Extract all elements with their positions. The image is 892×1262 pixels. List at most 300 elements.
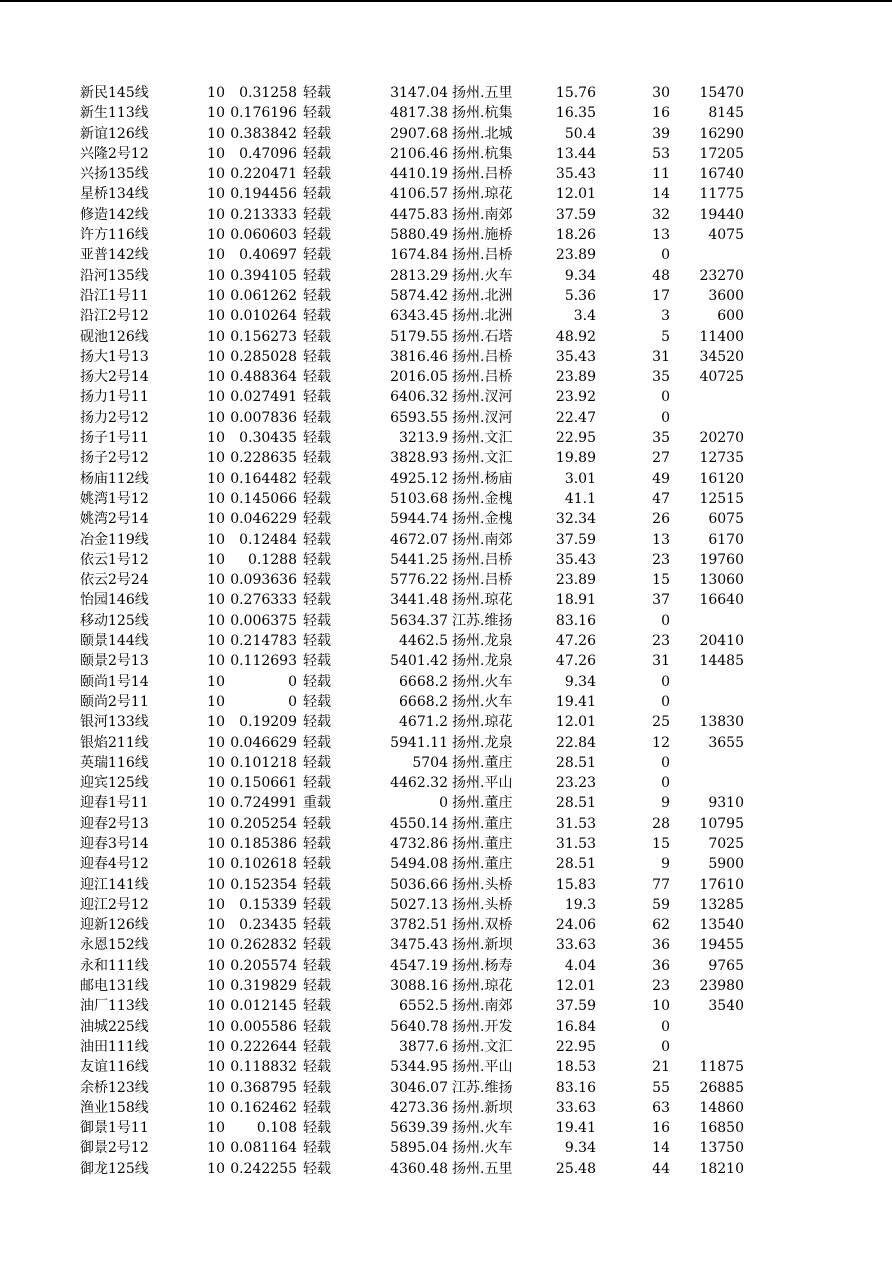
substation-cell: 扬州.南郊: [452, 206, 513, 223]
voltage-cell: 10: [207, 896, 225, 913]
load-status-cell: 轻载: [303, 714, 331, 731]
capacity-cell: 10795: [699, 815, 744, 832]
substation-cell: 扬州.五里: [452, 1160, 513, 1177]
load-value-cell: 4925.12: [390, 470, 448, 487]
table-row: [0, 1057, 892, 1077]
count-cell: 16: [652, 1120, 670, 1137]
load-status-cell: 轻载: [303, 531, 331, 548]
substation-cell: 扬州.金槐: [452, 511, 513, 528]
table-row: [0, 611, 892, 631]
load-value-cell: 3046.07: [390, 1079, 448, 1096]
substation-cell: 扬州.南郊: [452, 531, 513, 548]
distance-cell: 19.41: [555, 1120, 596, 1137]
count-cell: 11: [652, 166, 670, 183]
distance-cell: 32.34: [555, 511, 596, 528]
substation-cell: 扬州.吕桥: [452, 348, 513, 365]
load-rate-cell: 0.007836: [230, 409, 297, 426]
table-row: [0, 387, 892, 407]
substation-cell: 扬州.北洲: [452, 287, 513, 304]
table-row: [0, 448, 892, 468]
load-rate-cell: 0.108: [256, 1120, 297, 1137]
load-value-cell: 4273.36: [390, 1099, 448, 1116]
table-row: [0, 875, 892, 895]
load-value-cell: 3213.9: [399, 430, 448, 447]
line-name-cell: 亚普142线: [80, 247, 149, 264]
voltage-cell: 10: [207, 876, 225, 893]
substation-cell: 扬州.火车: [452, 267, 513, 284]
distance-cell: 23.89: [555, 572, 596, 589]
voltage-cell: 10: [207, 937, 225, 954]
count-cell: 28: [652, 815, 670, 832]
distance-cell: 16.84: [555, 1018, 596, 1035]
count-cell: 36: [652, 937, 670, 954]
line-name-cell: 银河133线: [80, 714, 149, 731]
substation-cell: 扬州.文汇: [452, 1038, 513, 1055]
voltage-cell: 10: [207, 917, 225, 934]
table-row: [0, 286, 892, 306]
line-name-cell: 御景2号12: [80, 1140, 149, 1157]
voltage-cell: 10: [207, 978, 225, 995]
load-rate-cell: 0.060603: [230, 227, 297, 244]
voltage-cell: 10: [207, 287, 225, 304]
substation-cell: 扬州.董庄: [452, 856, 513, 873]
distance-cell: 35.43: [555, 348, 596, 365]
capacity-cell: 16740: [699, 166, 744, 183]
distance-cell: 12.01: [555, 186, 596, 203]
voltage-cell: 10: [207, 775, 225, 792]
line-name-cell: 扬子2号12: [80, 450, 149, 467]
capacity-cell: 12515: [699, 490, 744, 507]
count-cell: 0: [661, 612, 670, 629]
load-value-cell: 5441.25: [390, 551, 448, 568]
load-status-cell: 轻载: [303, 166, 331, 183]
count-cell: 16: [652, 105, 670, 122]
load-value-cell: 4360.48: [390, 1160, 448, 1177]
load-status-cell: 轻载: [303, 125, 331, 142]
load-rate-cell: 0.319829: [230, 978, 297, 995]
load-rate-cell: 0.488364: [230, 369, 297, 386]
table-row: [0, 367, 892, 387]
load-value-cell: 2016.05: [390, 369, 448, 386]
voltage-cell: 10: [207, 125, 225, 142]
voltage-cell: 10: [207, 815, 225, 832]
capacity-cell: 16640: [699, 592, 744, 609]
load-value-cell: 5494.08: [390, 856, 448, 873]
load-rate-cell: 0.242255: [230, 1160, 297, 1177]
load-rate-cell: 0.383842: [230, 125, 297, 142]
voltage-cell: 10: [207, 450, 225, 467]
load-status-cell: 轻载: [303, 856, 331, 873]
load-status-cell: 轻载: [303, 978, 331, 995]
capacity-cell: 16120: [699, 470, 744, 487]
distance-cell: 28.51: [555, 795, 596, 812]
load-status-cell: 轻载: [303, 572, 331, 589]
load-status-cell: 轻载: [303, 389, 331, 406]
distance-cell: 4.04: [564, 957, 596, 974]
load-status-cell: 轻载: [303, 896, 331, 913]
load-status-cell: 轻载: [303, 673, 331, 690]
substation-cell: 扬州.火车: [452, 693, 513, 710]
load-rate-cell: 0.15339: [239, 896, 297, 913]
line-name-cell: 邮电131线: [80, 978, 149, 995]
load-value-cell: 5036.66: [390, 876, 448, 893]
line-name-cell: 许方116线: [80, 227, 149, 244]
table-row: [0, 651, 892, 671]
load-status-cell: 轻载: [303, 1099, 331, 1116]
load-rate-cell: 0.368795: [230, 1079, 297, 1096]
table-row: [0, 266, 892, 286]
load-status-cell: 轻载: [303, 876, 331, 893]
substation-cell: 扬州.新坝: [452, 1099, 513, 1116]
load-status-cell: 轻载: [303, 1018, 331, 1035]
line-name-cell: 迎春1号11: [80, 795, 149, 812]
count-cell: 48: [652, 267, 670, 284]
table-row: [0, 834, 892, 854]
count-cell: 0: [661, 673, 670, 690]
load-value-cell: 5704: [412, 754, 448, 771]
table-row: [0, 469, 892, 489]
table-row: [0, 956, 892, 976]
voltage-cell: 10: [207, 754, 225, 771]
distance-cell: 31.53: [555, 835, 596, 852]
voltage-cell: 10: [207, 856, 225, 873]
count-cell: 12: [652, 734, 670, 751]
load-status-cell: 轻载: [303, 592, 331, 609]
distance-cell: 35.43: [555, 166, 596, 183]
line-name-cell: 渔业158线: [80, 1099, 149, 1116]
load-status-cell: 轻载: [303, 287, 331, 304]
count-cell: 0: [661, 775, 670, 792]
capacity-cell: 13285: [699, 896, 744, 913]
load-status-cell: 轻载: [303, 247, 331, 264]
voltage-cell: 10: [207, 227, 225, 244]
substation-cell: 扬州.龙泉: [452, 653, 513, 670]
distance-cell: 19.89: [555, 450, 596, 467]
voltage-cell: 10: [207, 673, 225, 690]
load-value-cell: 5634.37: [390, 612, 448, 629]
line-name-cell: 友谊116线: [80, 1059, 149, 1076]
voltage-cell: 10: [207, 247, 225, 264]
voltage-cell: 10: [207, 267, 225, 284]
table-row: [0, 83, 892, 103]
substation-cell: 扬州.北城: [452, 125, 513, 142]
substation-cell: 扬州.吕桥: [452, 572, 513, 589]
line-name-cell: 迎新126线: [80, 917, 149, 934]
count-cell: 35: [652, 369, 670, 386]
table-row: [0, 530, 892, 550]
load-value-cell: 3782.51: [390, 917, 448, 934]
load-status-cell: 轻载: [303, 206, 331, 223]
count-cell: 21: [652, 1059, 670, 1076]
table-row: [0, 550, 892, 570]
load-value-cell: 5639.39: [390, 1120, 448, 1137]
count-cell: 23: [652, 978, 670, 995]
load-value-cell: 3088.16: [390, 978, 448, 995]
count-cell: 0: [661, 1018, 670, 1035]
line-name-cell: 依云2号24: [80, 572, 149, 589]
line-name-cell: 怡园146线: [80, 592, 149, 609]
load-status-cell: 轻载: [303, 1140, 331, 1157]
load-status-cell: 轻载: [303, 998, 331, 1015]
count-cell: 55: [652, 1079, 670, 1096]
substation-cell: 扬州.施桥: [452, 227, 513, 244]
load-rate-cell: 0: [288, 693, 297, 710]
line-name-cell: 新民145线: [80, 85, 149, 101]
line-name-cell: 永和111线: [80, 957, 149, 974]
line-name-cell: 油田111线: [80, 1038, 149, 1055]
count-cell: 3: [661, 308, 670, 325]
distance-cell: 35.43: [555, 551, 596, 568]
distance-cell: 13.44: [555, 145, 596, 162]
voltage-cell: 10: [207, 835, 225, 852]
voltage-cell: 10: [207, 633, 225, 650]
distance-cell: 15.76: [555, 85, 596, 101]
load-rate-cell: 0: [288, 673, 297, 690]
distance-cell: 19.3: [564, 896, 596, 913]
table-row: [0, 915, 892, 935]
load-rate-cell: 0.027491: [230, 389, 297, 406]
load-rate-cell: 0.30435: [239, 430, 297, 447]
load-value-cell: 4462.32: [390, 775, 448, 792]
load-rate-cell: 0.285028: [230, 348, 297, 365]
capacity-cell: 9310: [708, 795, 744, 812]
substation-cell: 扬州.汊河: [452, 389, 513, 406]
line-name-cell: 沿江2号12: [80, 308, 149, 325]
line-name-cell: 姚湾2号14: [80, 511, 149, 528]
table-row: [0, 773, 892, 793]
count-cell: 35: [652, 430, 670, 447]
spreadsheet-table: [0, 83, 892, 1179]
load-rate-cell: 0.194456: [230, 186, 297, 203]
load-value-cell: 4106.57: [390, 186, 448, 203]
capacity-cell: 3600: [708, 287, 744, 304]
distance-cell: 83.16: [555, 612, 596, 629]
line-name-cell: 迎春2号13: [80, 815, 149, 832]
substation-cell: 江苏.维扬: [452, 612, 513, 629]
load-value-cell: 4550.14: [390, 815, 448, 832]
capacity-cell: 6170: [708, 531, 744, 548]
substation-cell: 扬州.金槐: [452, 490, 513, 507]
count-cell: 37: [652, 592, 670, 609]
load-rate-cell: 0.185386: [230, 835, 297, 852]
capacity-cell: 7025: [708, 835, 744, 852]
load-value-cell: 6593.55: [390, 409, 448, 426]
line-name-cell: 银焰211线: [80, 734, 149, 751]
load-value-cell: 5344.95: [390, 1059, 448, 1076]
substation-cell: 扬州.火车: [452, 673, 513, 690]
load-rate-cell: 0.205254: [230, 815, 297, 832]
capacity-cell: 13060: [699, 572, 744, 589]
substation-cell: 扬州.平山: [452, 1059, 513, 1076]
table-row: [0, 854, 892, 874]
load-rate-cell: 0.118832: [230, 1059, 297, 1076]
table-row: [0, 631, 892, 651]
voltage-cell: 10: [207, 957, 225, 974]
load-status-cell: 重载: [303, 795, 331, 812]
substation-cell: 扬州.平山: [452, 775, 513, 792]
line-name-cell: 依云1号12: [80, 551, 149, 568]
load-status-cell: 轻载: [303, 85, 331, 101]
distance-cell: 22.95: [555, 1038, 596, 1055]
distance-cell: 23.89: [555, 369, 596, 386]
load-rate-cell: 0.1288: [248, 551, 297, 568]
voltage-cell: 10: [207, 592, 225, 609]
load-rate-cell: 0.164482: [230, 470, 297, 487]
distance-cell: 18.91: [555, 592, 596, 609]
substation-cell: 扬州.吕桥: [452, 369, 513, 386]
line-name-cell: 英瑞116线: [80, 754, 149, 771]
load-value-cell: 4547.19: [390, 957, 448, 974]
load-rate-cell: 0.102618: [230, 856, 297, 873]
load-status-cell: 轻载: [303, 308, 331, 325]
load-value-cell: 5895.04: [390, 1140, 448, 1157]
capacity-cell: 5900: [708, 856, 744, 873]
capacity-cell: 14860: [699, 1099, 744, 1116]
top-border-line: [0, 0, 892, 2]
line-name-cell: 沿江1号11: [80, 287, 149, 304]
load-rate-cell: 0.23435: [239, 917, 297, 934]
line-name-cell: 颐景144线: [80, 633, 149, 650]
distance-cell: 23.23: [555, 775, 596, 792]
capacity-cell: 14485: [699, 653, 744, 670]
distance-cell: 16.35: [555, 105, 596, 122]
load-rate-cell: 0.081164: [230, 1140, 297, 1157]
capacity-cell: 20410: [699, 633, 744, 650]
capacity-cell: 26885: [699, 1079, 744, 1096]
voltage-cell: 10: [207, 490, 225, 507]
voltage-cell: 10: [207, 551, 225, 568]
substation-cell: 扬州.汊河: [452, 409, 513, 426]
distance-cell: 12.01: [555, 714, 596, 731]
line-name-cell: 扬力1号11: [80, 389, 149, 406]
count-cell: 49: [652, 470, 670, 487]
load-value-cell: 5103.68: [390, 490, 448, 507]
load-value-cell: 5874.42: [390, 287, 448, 304]
count-cell: 59: [652, 896, 670, 913]
table-row: [0, 570, 892, 590]
load-status-cell: 轻载: [303, 470, 331, 487]
voltage-cell: 10: [207, 145, 225, 162]
load-status-cell: 轻载: [303, 430, 331, 447]
load-rate-cell: 0.112693: [230, 653, 297, 670]
substation-cell: 扬州.开发: [452, 1018, 513, 1035]
distance-cell: 25.48: [555, 1160, 596, 1177]
load-value-cell: 0: [439, 795, 448, 812]
capacity-cell: 13540: [699, 917, 744, 934]
voltage-cell: 10: [207, 389, 225, 406]
voltage-cell: 10: [207, 612, 225, 629]
voltage-cell: 10: [207, 1079, 225, 1096]
load-rate-cell: 0.12484: [239, 531, 297, 548]
distance-cell: 9.34: [564, 267, 596, 284]
table-row: [0, 1037, 892, 1057]
count-cell: 15: [652, 572, 670, 589]
count-cell: 27: [652, 450, 670, 467]
load-value-cell: 5027.13: [390, 896, 448, 913]
line-name-cell: 油城225线: [80, 1018, 149, 1035]
table-row: [0, 976, 892, 996]
table-row: [0, 408, 892, 428]
count-cell: 36: [652, 957, 670, 974]
load-status-cell: 轻载: [303, 551, 331, 568]
count-cell: 23: [652, 551, 670, 568]
substation-cell: 扬州.琼花: [452, 592, 513, 609]
load-status-cell: 轻载: [303, 937, 331, 954]
load-status-cell: 轻载: [303, 612, 331, 629]
load-value-cell: 5880.49: [390, 227, 448, 244]
voltage-cell: 10: [207, 308, 225, 325]
capacity-cell: 23270: [699, 267, 744, 284]
capacity-cell: 17610: [699, 876, 744, 893]
table-row: [0, 124, 892, 144]
distance-cell: 50.4: [564, 125, 596, 142]
substation-cell: 扬州.龙泉: [452, 633, 513, 650]
voltage-cell: 10: [207, 653, 225, 670]
table-row: [0, 996, 892, 1016]
line-name-cell: 颐尚2号11: [80, 693, 149, 710]
substation-cell: 扬州.杨寿: [452, 957, 513, 974]
load-rate-cell: 0.176196: [230, 105, 297, 122]
count-cell: 9: [661, 795, 670, 812]
voltage-cell: 10: [207, 511, 225, 528]
line-name-cell: 砚池126线: [80, 328, 149, 345]
load-value-cell: 3877.6: [399, 1038, 448, 1055]
load-status-cell: 轻载: [303, 754, 331, 771]
line-name-cell: 永恩152线: [80, 937, 149, 954]
voltage-cell: 10: [207, 714, 225, 731]
table-row: [0, 103, 892, 123]
capacity-cell: 600: [717, 308, 744, 325]
substation-cell: 扬州.吕桥: [452, 247, 513, 264]
load-status-cell: 轻载: [303, 775, 331, 792]
distance-cell: 15.83: [555, 876, 596, 893]
load-rate-cell: 0.162462: [230, 1099, 297, 1116]
capacity-cell: 3540: [708, 998, 744, 1015]
load-rate-cell: 0.006375: [230, 612, 297, 629]
load-value-cell: 2907.68: [390, 125, 448, 142]
count-cell: 62: [652, 917, 670, 934]
substation-cell: 扬州.文汇: [452, 450, 513, 467]
load-rate-cell: 0.214783: [230, 633, 297, 650]
count-cell: 0: [661, 389, 670, 406]
table-row: [0, 590, 892, 610]
load-rate-cell: 0.220471: [230, 166, 297, 183]
substation-cell: 扬州.董庄: [452, 815, 513, 832]
capacity-cell: 23980: [699, 978, 744, 995]
capacity-cell: 19440: [699, 206, 744, 223]
load-rate-cell: 0.205574: [230, 957, 297, 974]
voltage-cell: 10: [207, 1059, 225, 1076]
count-cell: 53: [652, 145, 670, 162]
table-row: [0, 712, 892, 732]
voltage-cell: 10: [207, 795, 225, 812]
line-name-cell: 兴扬135线: [80, 166, 149, 183]
distance-cell: 47.26: [555, 633, 596, 650]
load-status-cell: 轻载: [303, 1059, 331, 1076]
capacity-cell: 20270: [699, 430, 744, 447]
distance-cell: 31.53: [555, 815, 596, 832]
capacity-cell: 11875: [699, 1059, 744, 1076]
table-row: [0, 1159, 892, 1179]
distance-cell: 3.4: [573, 308, 596, 325]
load-value-cell: 4732.86: [390, 835, 448, 852]
line-name-cell: 冶金119线: [80, 531, 149, 548]
load-rate-cell: 0.046629: [230, 734, 297, 751]
line-name-cell: 余桥123线: [80, 1079, 149, 1096]
load-rate-cell: 0.40697: [239, 247, 297, 264]
voltage-cell: 10: [207, 998, 225, 1015]
count-cell: 77: [652, 876, 670, 893]
